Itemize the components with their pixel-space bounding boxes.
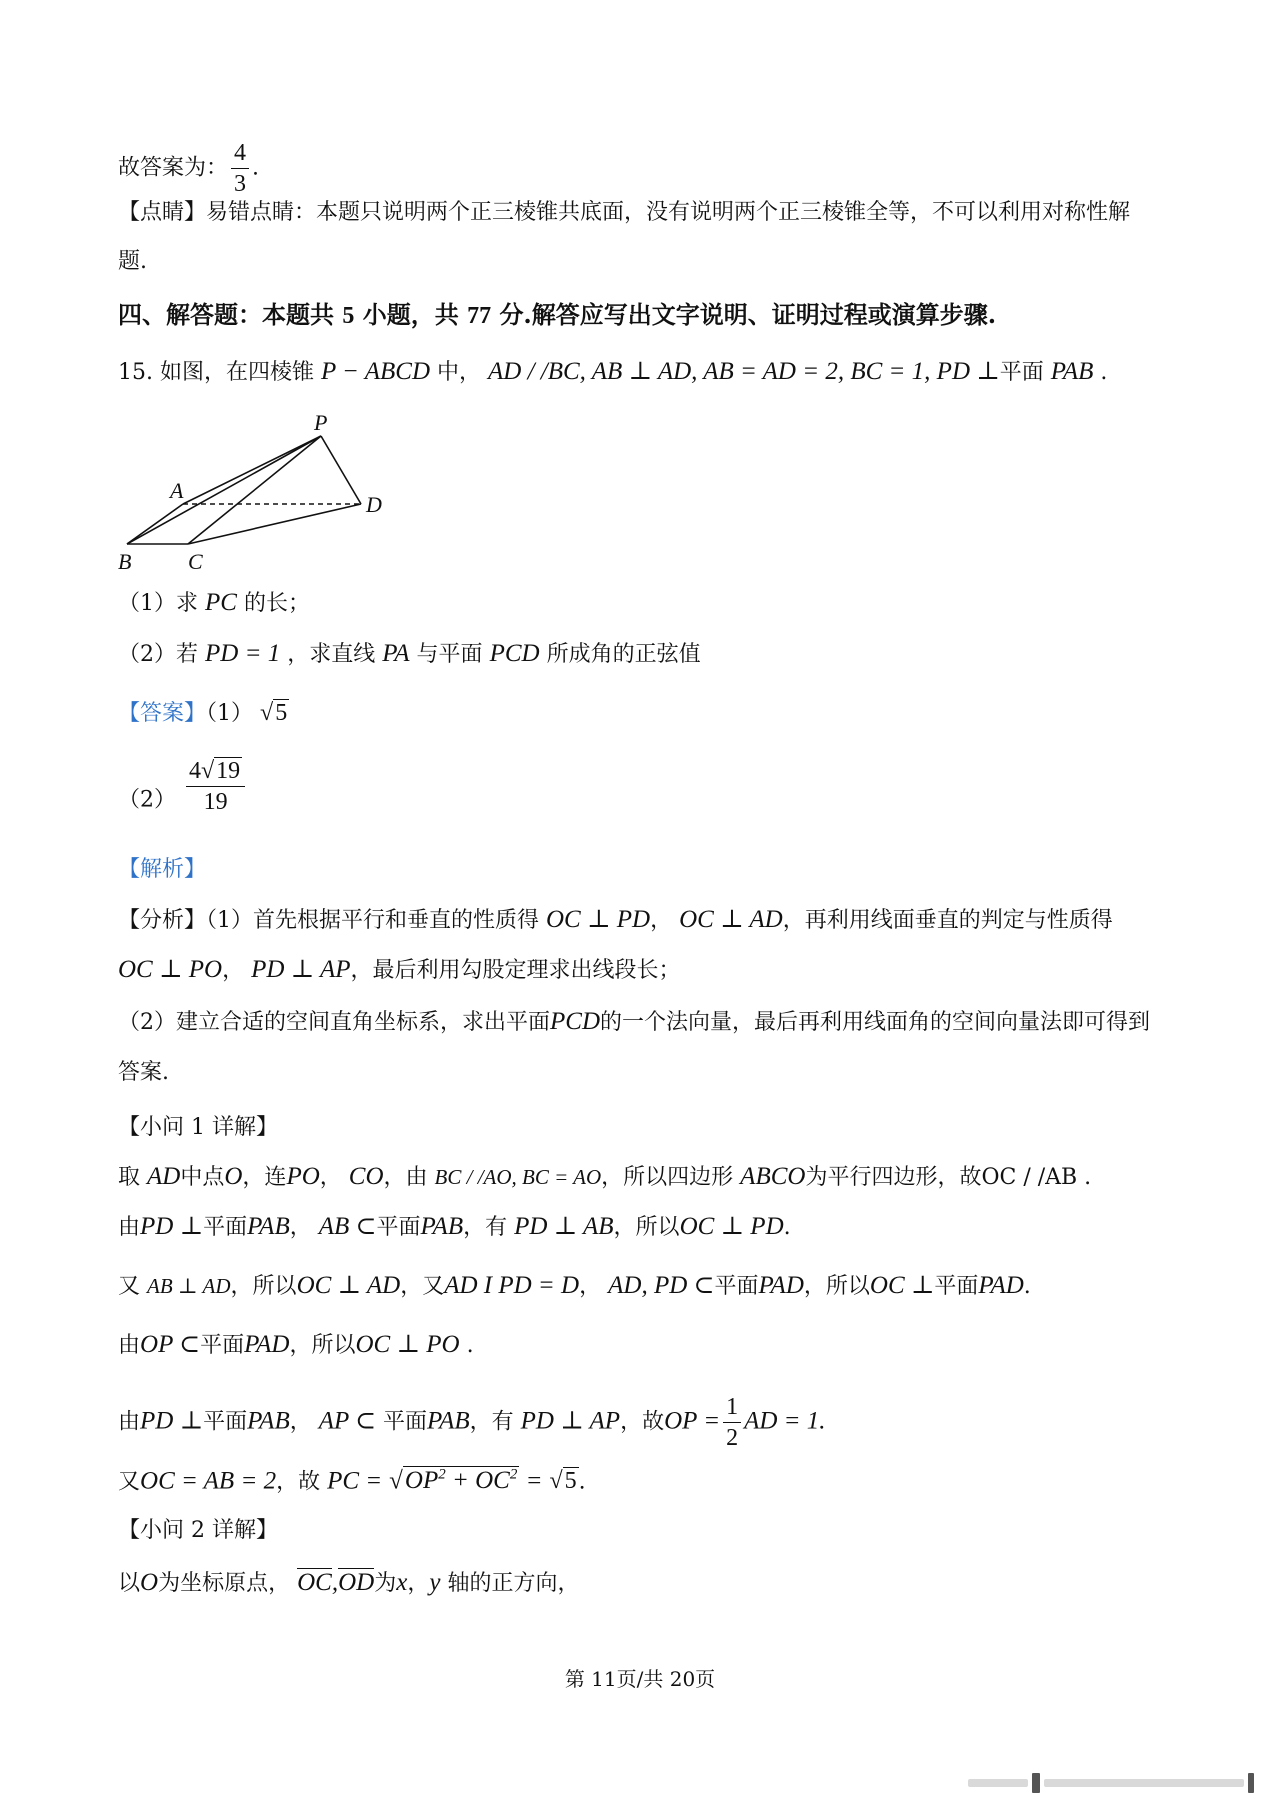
pyramid-figure	[110, 410, 400, 580]
text: ，	[289, 1215, 312, 1240]
answer-2	[118, 758, 248, 831]
math: PAD	[244, 1331, 290, 1358]
math: PCD	[489, 640, 540, 667]
text: 为坐标原点，	[158, 1571, 291, 1596]
text: 中点	[180, 1165, 225, 1190]
math: PD ⊥ AP	[251, 956, 351, 983]
math: x	[396, 1569, 408, 1596]
text: （1）求	[118, 591, 198, 616]
text: ，	[319, 1165, 342, 1190]
text: .	[783, 1215, 791, 1240]
solution-line-3	[118, 1271, 1031, 1302]
edge-PD	[321, 436, 361, 504]
text: 轴的正方向，	[447, 1571, 580, 1596]
math: OC ⊥ PO	[118, 956, 223, 983]
sub-question-1	[118, 588, 310, 619]
text: ，所以	[613, 1215, 680, 1240]
label-B: B	[118, 549, 132, 574]
solution-line-4	[118, 1330, 474, 1361]
numerator: 1	[723, 1392, 741, 1423]
text: 平面	[376, 1215, 421, 1240]
solution-line-1	[118, 1162, 1091, 1193]
math: ,	[331, 1569, 339, 1596]
text: ，所以	[289, 1333, 356, 1358]
text: .	[466, 1333, 474, 1358]
vector-OD	[338, 1568, 374, 1596]
math: O	[140, 1569, 159, 1596]
question-15	[118, 357, 1107, 388]
math: OC ⊥ PD	[679, 1213, 784, 1240]
text: 与平面	[416, 642, 483, 667]
text: 所成角的正弦值	[546, 642, 701, 667]
label-D: D	[366, 492, 382, 517]
fenxi-line-4: 答案.	[118, 1060, 169, 1085]
text: 的长；	[243, 591, 310, 616]
prev-answer	[118, 138, 259, 199]
text: 平面	[714, 1274, 759, 1299]
text: 【分析】（1）首先根据平行和垂直的性质得	[118, 908, 539, 933]
coef: 4	[189, 758, 201, 784]
math: PAB	[427, 1407, 470, 1435]
text: 又	[118, 1469, 141, 1495]
math: OC ⊥ PO	[355, 1331, 460, 1358]
text: ，	[579, 1274, 602, 1299]
edge-PA	[183, 436, 321, 504]
text: ，由	[383, 1165, 428, 1190]
label-C: C	[188, 549, 203, 574]
text: 15. 如图，在四棱锥	[118, 360, 314, 385]
text: ，连	[242, 1165, 287, 1190]
denominator: 2	[726, 1425, 739, 1451]
label-P: P	[314, 410, 328, 435]
text: 为平行四边形，故OC / /AB .	[805, 1165, 1092, 1190]
text: ，故	[276, 1469, 321, 1495]
text: ，所以	[803, 1274, 870, 1299]
math: CO	[348, 1163, 384, 1190]
math: PC	[205, 589, 237, 616]
radicand	[403, 1466, 519, 1494]
math: PAB	[420, 1213, 464, 1240]
part-2-heading: 【小问 2 详解】	[118, 1518, 278, 1543]
sqrt: √5	[549, 1468, 577, 1495]
math: PD ⊥	[140, 1213, 204, 1240]
solution-line-5	[118, 1392, 826, 1453]
denominator: 3	[234, 171, 247, 197]
math: PD ⊥	[140, 1407, 204, 1435]
dianjing-line-1: 【点睛】易错点睛：本题只说明两个正三棱锥共底面，没有说明两个正三棱锥全等，不可以利用对称性解	[118, 200, 1131, 225]
math: OP =	[664, 1407, 721, 1435]
text: ，故	[620, 1409, 665, 1435]
math: OC = AB = 2	[140, 1467, 277, 1495]
numerator: 4	[231, 138, 249, 169]
op: +	[445, 1467, 476, 1495]
dianjing-line-2: 题.	[118, 249, 147, 274]
text: （1）	[206, 701, 254, 726]
text: 平面	[999, 360, 1044, 385]
text: ，求直线	[287, 642, 376, 667]
text: 平面	[203, 1409, 248, 1435]
label-A: A	[170, 478, 184, 503]
text: 分.解答应写出文字说明、证明过程或演算步骤.	[499, 300, 997, 329]
math: y	[429, 1569, 441, 1596]
text: （2）建立合适的空间直角坐标系，求出平面	[118, 1010, 550, 1035]
text: 四、解答题：本题共	[118, 300, 334, 329]
text: 的一个法向量，最后再利用线面角的空间向量法即可得到	[600, 1010, 1151, 1035]
exp: 2	[509, 1467, 518, 1483]
math: OC ⊥ AD	[679, 906, 783, 933]
fenxi-line-1	[118, 905, 1113, 936]
math: PAB	[247, 1213, 290, 1240]
text: .	[252, 155, 260, 181]
text: .	[578, 1469, 586, 1495]
sqrt: $√OP^2 + OC^2$	[389, 1467, 518, 1495]
math: OC	[475, 1467, 510, 1495]
text: ，	[222, 958, 245, 983]
page-footer: 第 11页/共 20页	[564, 1667, 716, 1691]
text: 小题，共	[362, 300, 459, 329]
text: ，	[407, 1571, 430, 1596]
radicand: 5	[564, 1468, 577, 1495]
text: 中，	[437, 360, 482, 385]
scroll-track-segment	[968, 1779, 1028, 1787]
math: OP	[404, 1467, 439, 1495]
math: AD = 1.	[744, 1407, 826, 1435]
math: PD ⊥ AP	[520, 1407, 621, 1435]
math: AB ⊥ AD	[147, 1274, 231, 1298]
scroll-track-segment	[1044, 1779, 1244, 1787]
section-heading	[118, 300, 996, 331]
sqrt: √5	[260, 700, 288, 726]
fraction	[186, 756, 245, 817]
sqrt: √19	[201, 758, 241, 784]
math: AD	[147, 1163, 181, 1190]
exp: 2	[438, 1467, 446, 1483]
text: ，	[650, 908, 673, 933]
sub-question-2	[118, 639, 701, 670]
text: 由	[118, 1215, 141, 1240]
text: 平面	[934, 1274, 979, 1299]
math: O	[224, 1163, 243, 1190]
num: 77	[467, 303, 492, 329]
math: =	[519, 1467, 543, 1495]
num: 5	[342, 303, 355, 329]
answer-tag: 【答案】	[118, 701, 207, 726]
text: 取	[118, 1165, 141, 1190]
part-1-heading: 【小问 1 详解】	[118, 1115, 278, 1140]
text: 平面	[383, 1409, 428, 1435]
math: OP ⊂	[140, 1331, 201, 1358]
solution-line-7	[118, 1568, 579, 1599]
text: ，所以四边形	[601, 1165, 734, 1190]
scroll-handle[interactable]	[1032, 1773, 1040, 1793]
viewer-scrollbar[interactable]	[968, 1771, 1258, 1797]
text: 以	[118, 1571, 141, 1596]
math: PAD	[758, 1272, 804, 1299]
solution-line-2	[118, 1212, 791, 1243]
math: AD, PD ⊂	[608, 1272, 715, 1299]
numerator	[186, 756, 245, 787]
text: ，又	[400, 1274, 445, 1299]
math: PAD	[978, 1272, 1024, 1299]
text: .	[1100, 360, 1108, 385]
text: ，	[289, 1409, 312, 1435]
text: 又	[118, 1274, 141, 1299]
analysis-tag: 【解析】	[118, 857, 207, 882]
math: ABCO	[740, 1163, 806, 1190]
math: OC ⊥ AD	[296, 1272, 401, 1299]
text: 平面	[203, 1215, 248, 1240]
text: 为	[374, 1571, 397, 1596]
math: PA	[382, 640, 410, 667]
math: P − ABCD	[320, 358, 430, 385]
math: BC / /AO, BC = AO	[434, 1165, 602, 1189]
math: PO	[286, 1163, 320, 1190]
text: （2）若	[118, 642, 198, 667]
edge-PC	[188, 436, 321, 544]
text: ，所以	[230, 1274, 297, 1299]
fenxi-line-3	[118, 1007, 1150, 1038]
text: ，最后利用勾股定理求出线段长；	[350, 958, 681, 983]
math: AD / /BC, AB ⊥ AD, AB = AD = 2, BC = 1, PD ⊥	[488, 358, 1000, 385]
text: ，有	[463, 1215, 508, 1240]
math: PAB	[1050, 358, 1094, 385]
text: （2）	[118, 787, 176, 813]
fraction	[231, 138, 249, 199]
math: PCD	[550, 1008, 600, 1035]
math: OC ⊥ PD	[546, 906, 651, 933]
math: PD ⊥ AB	[514, 1213, 614, 1240]
vector-OC	[297, 1568, 332, 1596]
answer-1	[118, 698, 289, 729]
text: ，有	[469, 1409, 514, 1435]
math: OC ⊥	[869, 1272, 935, 1299]
edge-CD	[188, 504, 361, 544]
math: OD	[338, 1569, 375, 1596]
edge-PB	[127, 436, 321, 544]
denominator: 19	[203, 789, 228, 815]
text: 平面	[200, 1333, 245, 1358]
math: AB ⊂	[318, 1213, 377, 1240]
text: 由	[118, 1409, 141, 1435]
math: OC	[297, 1569, 332, 1596]
edge-BA	[127, 504, 183, 544]
math: PD = 1	[205, 640, 281, 667]
text: .	[1023, 1274, 1031, 1299]
text: 故答案为：	[118, 155, 229, 181]
math: PAB	[247, 1407, 290, 1435]
scroll-end-handle[interactable]	[1248, 1773, 1254, 1793]
text: ，再利用线面垂直的判定与性质得	[782, 908, 1113, 933]
math: AP ⊂	[318, 1407, 377, 1435]
fenxi-line-2	[118, 955, 681, 986]
math: PC =	[327, 1467, 383, 1495]
radicand: 19	[216, 758, 241, 784]
solution-line-6	[118, 1460, 586, 1497]
math: AD I PD = D	[444, 1272, 580, 1299]
text: 由	[118, 1333, 141, 1358]
fraction	[723, 1392, 741, 1453]
radicand: 5	[275, 700, 288, 726]
